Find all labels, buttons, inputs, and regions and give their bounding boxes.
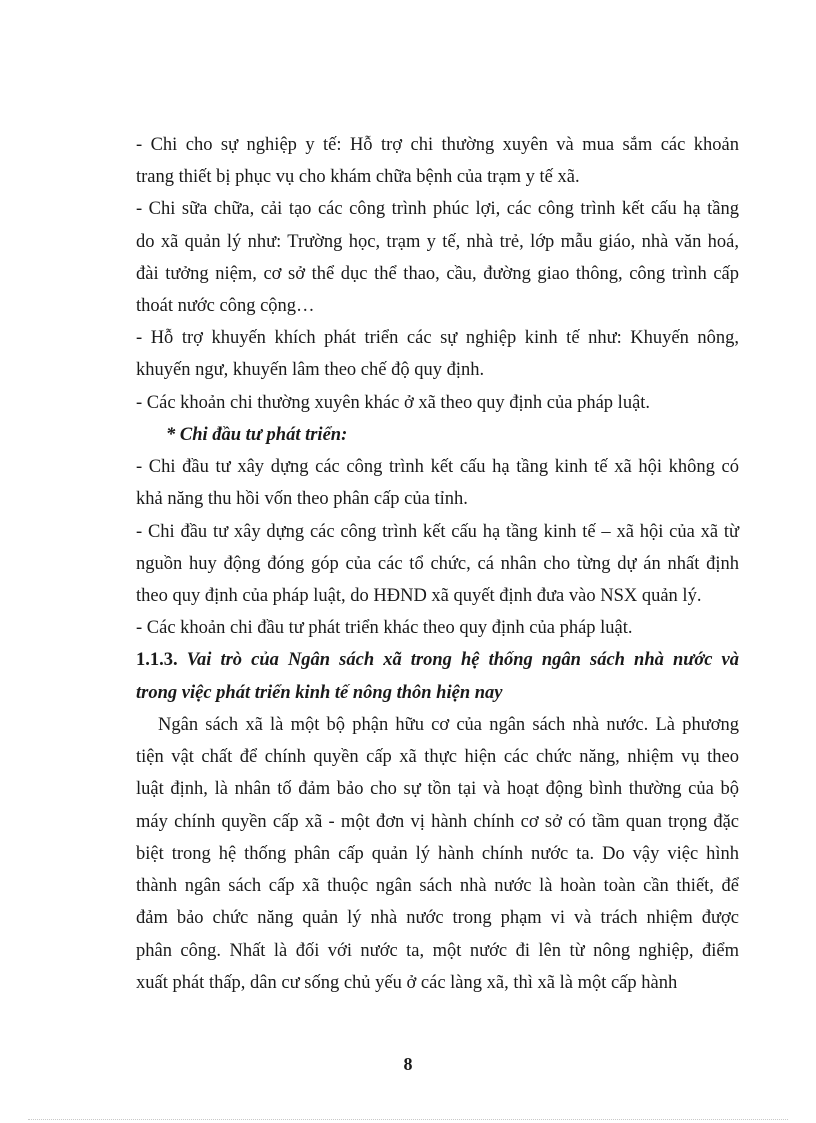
text-line: biệt trong hệ thống phân cấp quản lý hành chính nước ta. Do vậy việc hình xyxy=(136,844,739,864)
text-line: xuất phát thấp, dân cư sống chủ yếu ở các làng xã, thì xã là một cấp hành xyxy=(136,973,678,993)
text-line: Ngân sách xã là một bộ phận hữu cơ của ngân sách nhà nước. Là phương xyxy=(158,715,739,735)
text-line: thành ngân sách cấp xã thuộc ngân sách nhà nước là hoàn toàn cần thiết, để xyxy=(136,876,739,896)
text-line: đài tưởng niệm, cơ sở thể dục thể thao, cầu, đường giao thông, công trình cấp xyxy=(136,264,739,284)
text-line: trang thiết bị phục vụ cho khám chữa bệnh của trạm y tế xã. xyxy=(136,167,580,187)
text-line: nguồn huy động đóng góp của các tổ chức, cá nhân cho từng dự án nhất định xyxy=(136,554,739,574)
page-bottom-divider xyxy=(28,1119,788,1120)
text-line: - Các khoản chi đầu tư phát triển khác theo quy định của pháp luật. xyxy=(136,618,633,638)
text-line: phân công. Nhất là đối với nước ta, một nước đi lên từ nông nghiệp, điểm xyxy=(136,941,739,961)
text-line: - Hỗ trợ khuyến khích phát triển các sự nghiệp kinh tế như: Khuyến nông, xyxy=(136,328,739,348)
text-line: khả năng thu hồi vốn theo phân cấp của tỉnh. xyxy=(136,489,468,509)
section-title-line-1: Vai trò của Ngân sách xã trong hệ thống ngân sách nhà nước và xyxy=(186,650,739,670)
text-line: - Các khoản chi thường xuyên khác ở xã theo quy định của pháp luật. xyxy=(136,393,651,413)
text-line: thoát nước công cộng… xyxy=(136,296,315,316)
section-number: 1.1.3. xyxy=(136,650,178,670)
section-heading xyxy=(136,650,739,670)
text-line: theo quy định của pháp luật, do HĐND xã quyết định đưa vào NSX quản lý. xyxy=(136,586,702,606)
text-line: - Chi cho sự nghiệp y tế: Hỗ trợ chi thường xuyên và mua sắm các khoản xyxy=(136,135,739,155)
text-line: - Chi sữa chữa, cải tạo các công trình phúc lợi, các công trình kết cấu hạ tầng xyxy=(136,199,739,219)
text-line: khuyến ngư, khuyến lâm theo chế độ quy định. xyxy=(136,360,485,380)
text-line: luật định, là nhân tố đảm bảo cho sự tồn tại và hoạt động bình thường của bộ xyxy=(136,779,739,799)
text-line: do xã quản lý như: Trường học, trạm y tế, nhà trẻ, lớp mẫu giáo, nhà văn hoá, xyxy=(136,232,739,252)
subheading-investment: * Chi đầu tư phát triển: xyxy=(166,425,348,445)
section-title-line-2: trong việc phát triển kinh tế nông thôn hiện nay xyxy=(136,683,503,703)
text-line: đảm bảo chức năng quản lý nhà nước trong phạm vi và trách nhiệm được xyxy=(136,908,739,928)
text-line: máy chính quyền cấp xã - một đơn vị hành chính cơ sở có tầm quan trọng đặc xyxy=(136,812,739,832)
text-line: - Chi đầu tư xây dựng các công trình kết cấu hạ tầng kinh tế xã hội không có xyxy=(136,457,739,477)
text-line: tiện vật chất để chính quyền cấp xã thực hiện các chức năng, nhiệm vụ theo xyxy=(136,747,739,767)
page-number: 8 xyxy=(403,1054,413,1074)
text-line: - Chi đầu tư xây dựng các công trình kết cấu hạ tầng kinh tế – xã hội của xã từ xyxy=(136,522,739,542)
